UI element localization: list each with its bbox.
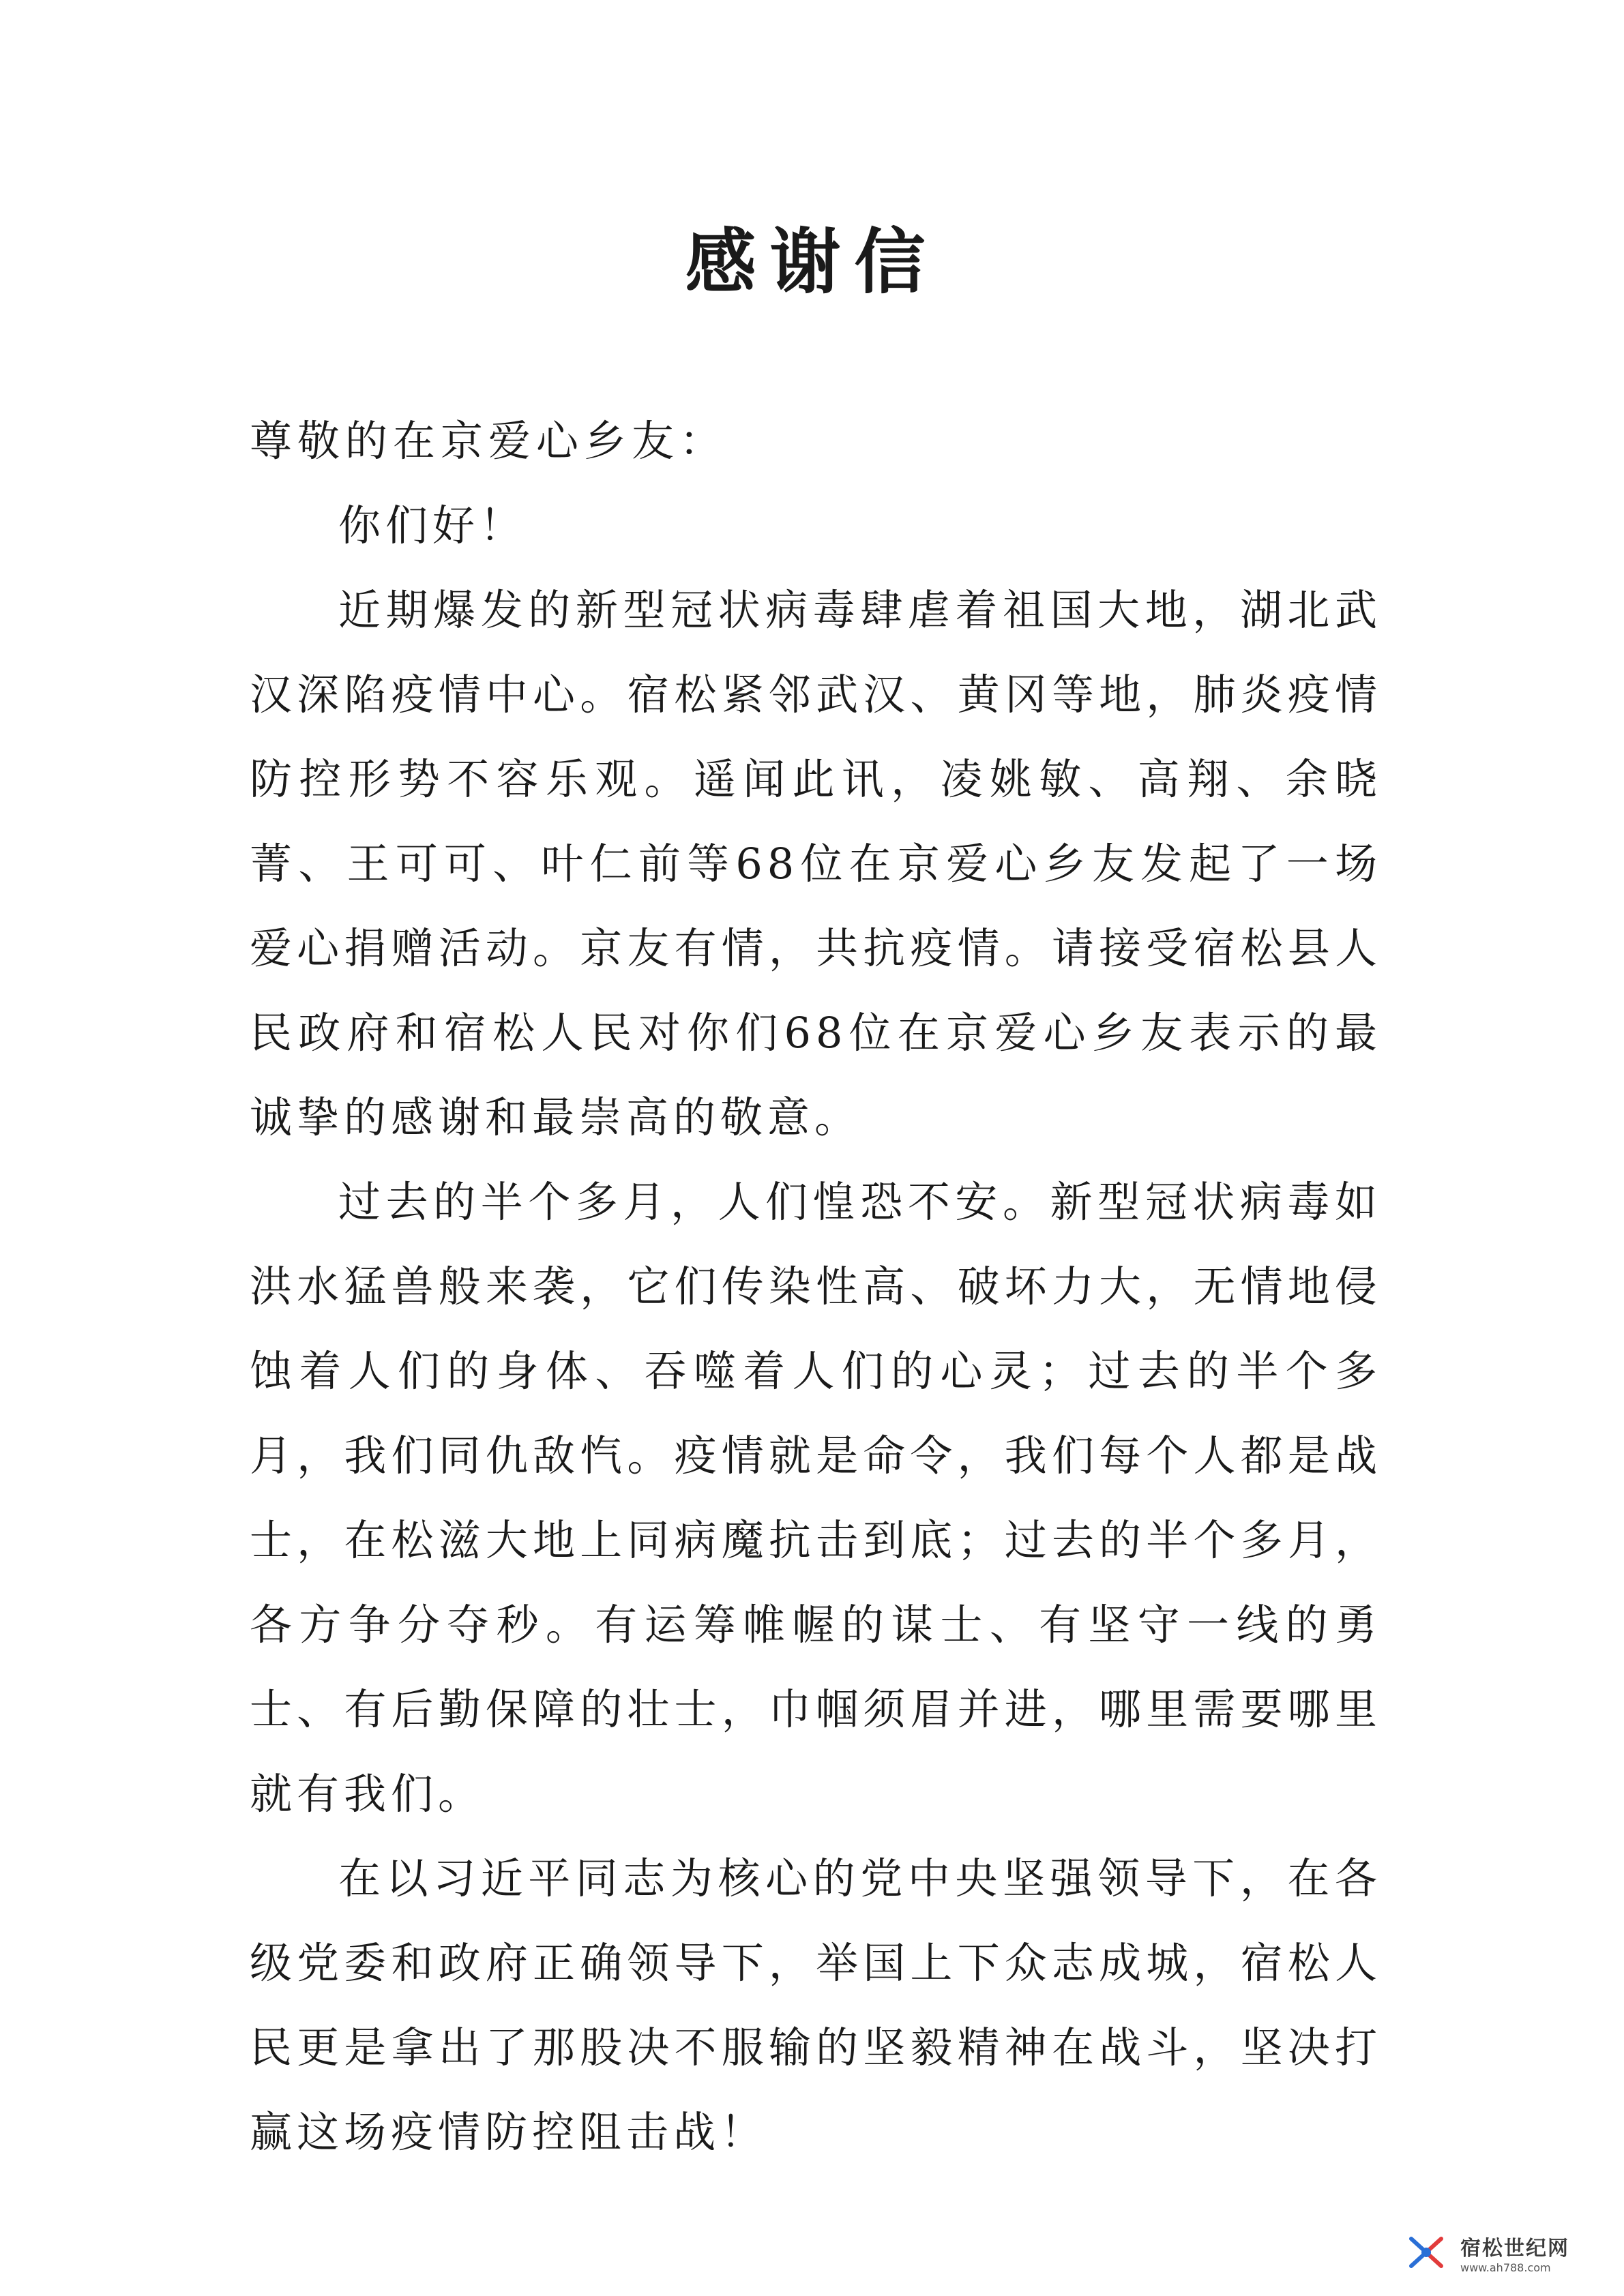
salutation: 尊敬的在京爱心乡友： (250, 416, 728, 466)
paragraph-2: 过去的半个多月，人们惶恐不安。新型冠状病毒如洪水猛兽般来袭，它们传染性高、破坏力大，无情地侵蚀着人们的身体、吞噬着人们的心灵；过去的半个多月，我们同仇敌忾。疫情就是命令，我们每个人都是战士，在松滋大地上同病魔抗击到底；过去的半个多月，各方争分夺秒。有运筹帷幄的谋士、有坚守一线的勇士、有后勤保障的壮士，巾帼须眉并进，哪里需要哪里就有我们。 (250, 1177, 1382, 1819)
letter-body (250, 399, 1382, 2175)
paragraph-1: 近期爆发的新型冠状病毒肆虐着祖国大地，湖北武汉深陷疫情中心。宿松紧邻武汉、黄冈等地，肺炎疫情防控形势不容乐观。遥闻此讯，凌姚敏、高翔、余晓菁、王可可、叶仁前等68位在京爱心乡友发起了一场爱心捐赠活动。京友有情，共抗疫情。请接受宿松县人民政府和宿松人民对你们68位在京爱心乡友表示的最诚挚的感谢和最崇高的敬意。 (250, 585, 1382, 1142)
star-logo-icon (1399, 2225, 1453, 2280)
greeting: 你们好！ (338, 501, 527, 550)
document-title: 感谢信 (685, 220, 939, 303)
paragraph-3: 在以习近平同志为核心的党中央坚强领导下，在各级党委和政府正确领导下，举国上下众志成城，宿松人民更是拿出了那股决不服输的坚毅精神在战斗，坚决打赢这场疫情防控阻击战！ (250, 1853, 1382, 2157)
watermark-site-name: 宿松世纪网 (1460, 2236, 1569, 2261)
site-watermark (1399, 2221, 1604, 2284)
watermark-url: www.ah788.com (1460, 2261, 1551, 2274)
